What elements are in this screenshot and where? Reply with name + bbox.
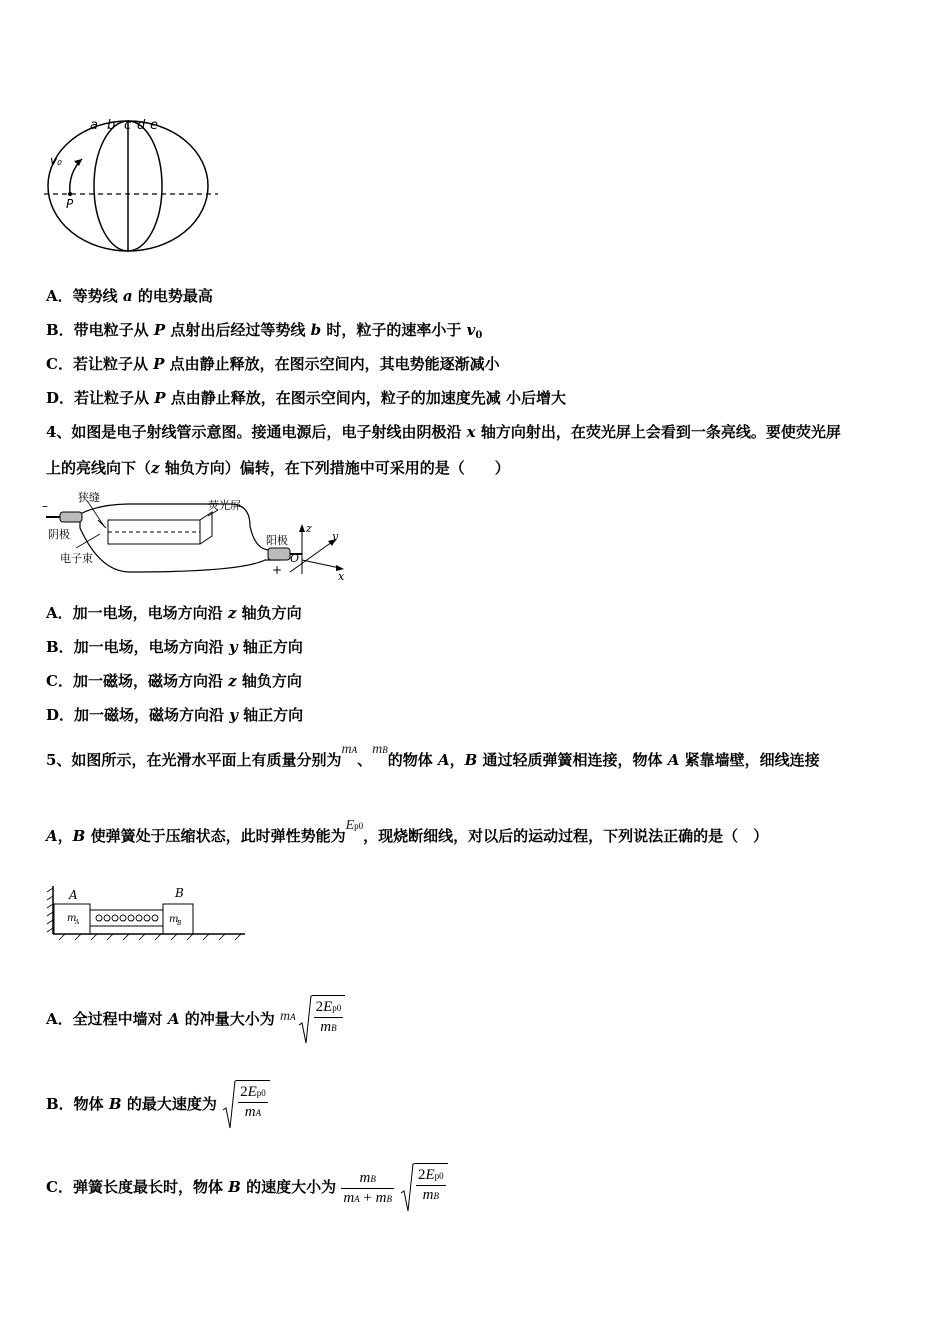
equipotential-line-e bbox=[128, 121, 208, 251]
block-b-mass: m bbox=[169, 914, 179, 925]
svg-text:B: B bbox=[177, 920, 182, 927]
label-p: P bbox=[66, 197, 74, 211]
q3-option-d: D．若让粒子从 P 点由静止释放，在图示空间内，粒子的加速度先减 小后增大 bbox=[46, 389, 566, 407]
block-a-label: A bbox=[69, 888, 78, 902]
screen-box bbox=[108, 512, 212, 544]
svg-text:A: A bbox=[75, 919, 80, 926]
axis-x bbox=[302, 560, 340, 568]
q3-option-a: A．等势线 a 的电势最高 bbox=[46, 287, 213, 305]
q4-stem-line1: 4、如图是电子射线管示意图。接通电源后，电子射线由阴极沿 x 轴方向射出，在荧光屏上会看到一条亮线。要使荧光屏 bbox=[46, 423, 841, 441]
electron-tube-figure bbox=[40, 490, 350, 582]
cathode-label: 阴极 bbox=[48, 528, 70, 541]
label-d: d bbox=[137, 118, 146, 133]
block-b-label: B bbox=[175, 886, 184, 900]
q5-option-c: C．弹簧长度最长时，物体 B 的速度大小为 $\frac{mB}{mA + mB}$ $\frac{2Ep0}{mB}$ bbox=[46, 1163, 448, 1213]
spring bbox=[96, 915, 158, 921]
slit-label: 狭缝 bbox=[78, 491, 100, 504]
anode-label: 阳极 bbox=[266, 534, 288, 547]
spring-blocks-figure bbox=[45, 880, 250, 942]
tube-outline bbox=[80, 504, 280, 572]
plus-label: + bbox=[272, 563, 283, 577]
beam-label: 电子束 bbox=[60, 552, 93, 565]
q4-option-a: A．加一电场，电场方向沿 z 轴负方向 bbox=[46, 604, 302, 622]
minus-label: – bbox=[42, 499, 48, 513]
block-a-mass: m bbox=[67, 913, 77, 924]
cathode-plug bbox=[60, 512, 82, 522]
axis-z-label: z bbox=[306, 522, 312, 535]
label-c: c bbox=[124, 118, 132, 133]
q4-option-c: C．加一磁场，磁场方向沿 z 轴负方向 bbox=[46, 672, 302, 690]
q4-option-d: D．加一磁场，磁场方向沿 y 轴正方向 bbox=[46, 706, 304, 724]
velocity-arrow bbox=[70, 159, 82, 194]
q4-stem-line2: 上的亮线向下（z 轴负方向）偏转，在下列措施中可采用的是（ ） bbox=[46, 459, 510, 477]
label-a: a bbox=[90, 118, 98, 133]
origin-label: O bbox=[290, 552, 300, 565]
equipotential-line-a bbox=[48, 121, 128, 251]
axis-x-label: x bbox=[338, 570, 345, 582]
anode-plug bbox=[268, 548, 290, 560]
q3-option-b: B．带电粒子从 P 点射出后经过等势线 b 时，粒子的速率小于 $v_0$ bbox=[46, 321, 483, 341]
q5-option-a: A．全过程中墙对 A 的冲量大小为 mA $\frac{2Ep0}{mB}$ bbox=[46, 995, 345, 1045]
q3-option-c: C．若让粒子从 P 点由静止释放，在图示空间内，其电势能逐渐减小 bbox=[46, 355, 500, 373]
label-b: b bbox=[107, 118, 116, 133]
axis-y-label: y bbox=[332, 530, 339, 543]
q5-stem-line2: A，B 使弹簧处于压缩状态，此时弹性势能为Ep0，现烧断细线，对以后的运动过程，下列说法正确的是（ ） bbox=[46, 818, 769, 845]
label-e: e bbox=[150, 118, 158, 133]
equipotential-line-d bbox=[128, 121, 162, 251]
equipotential-figure bbox=[40, 115, 225, 255]
screen-label: 荧光屏 bbox=[208, 499, 241, 512]
point-p bbox=[68, 192, 72, 196]
label-v0: v₀ bbox=[50, 154, 62, 168]
q5-option-b: B．物体 B 的最大速度为 $\frac{2Ep0}{mA}$ bbox=[46, 1080, 270, 1130]
q4-option-b: B．加一电场，电场方向沿 y 轴正方向 bbox=[46, 638, 303, 656]
q5-stem-line1: 5、如图所示，在光滑水平面上有质量分别为mA、mB的物体 A，B 通过轻质弹簧相连接，物体 A 紧靠墙壁，细线连接 bbox=[46, 742, 820, 769]
equipotential-line-b bbox=[94, 121, 128, 251]
